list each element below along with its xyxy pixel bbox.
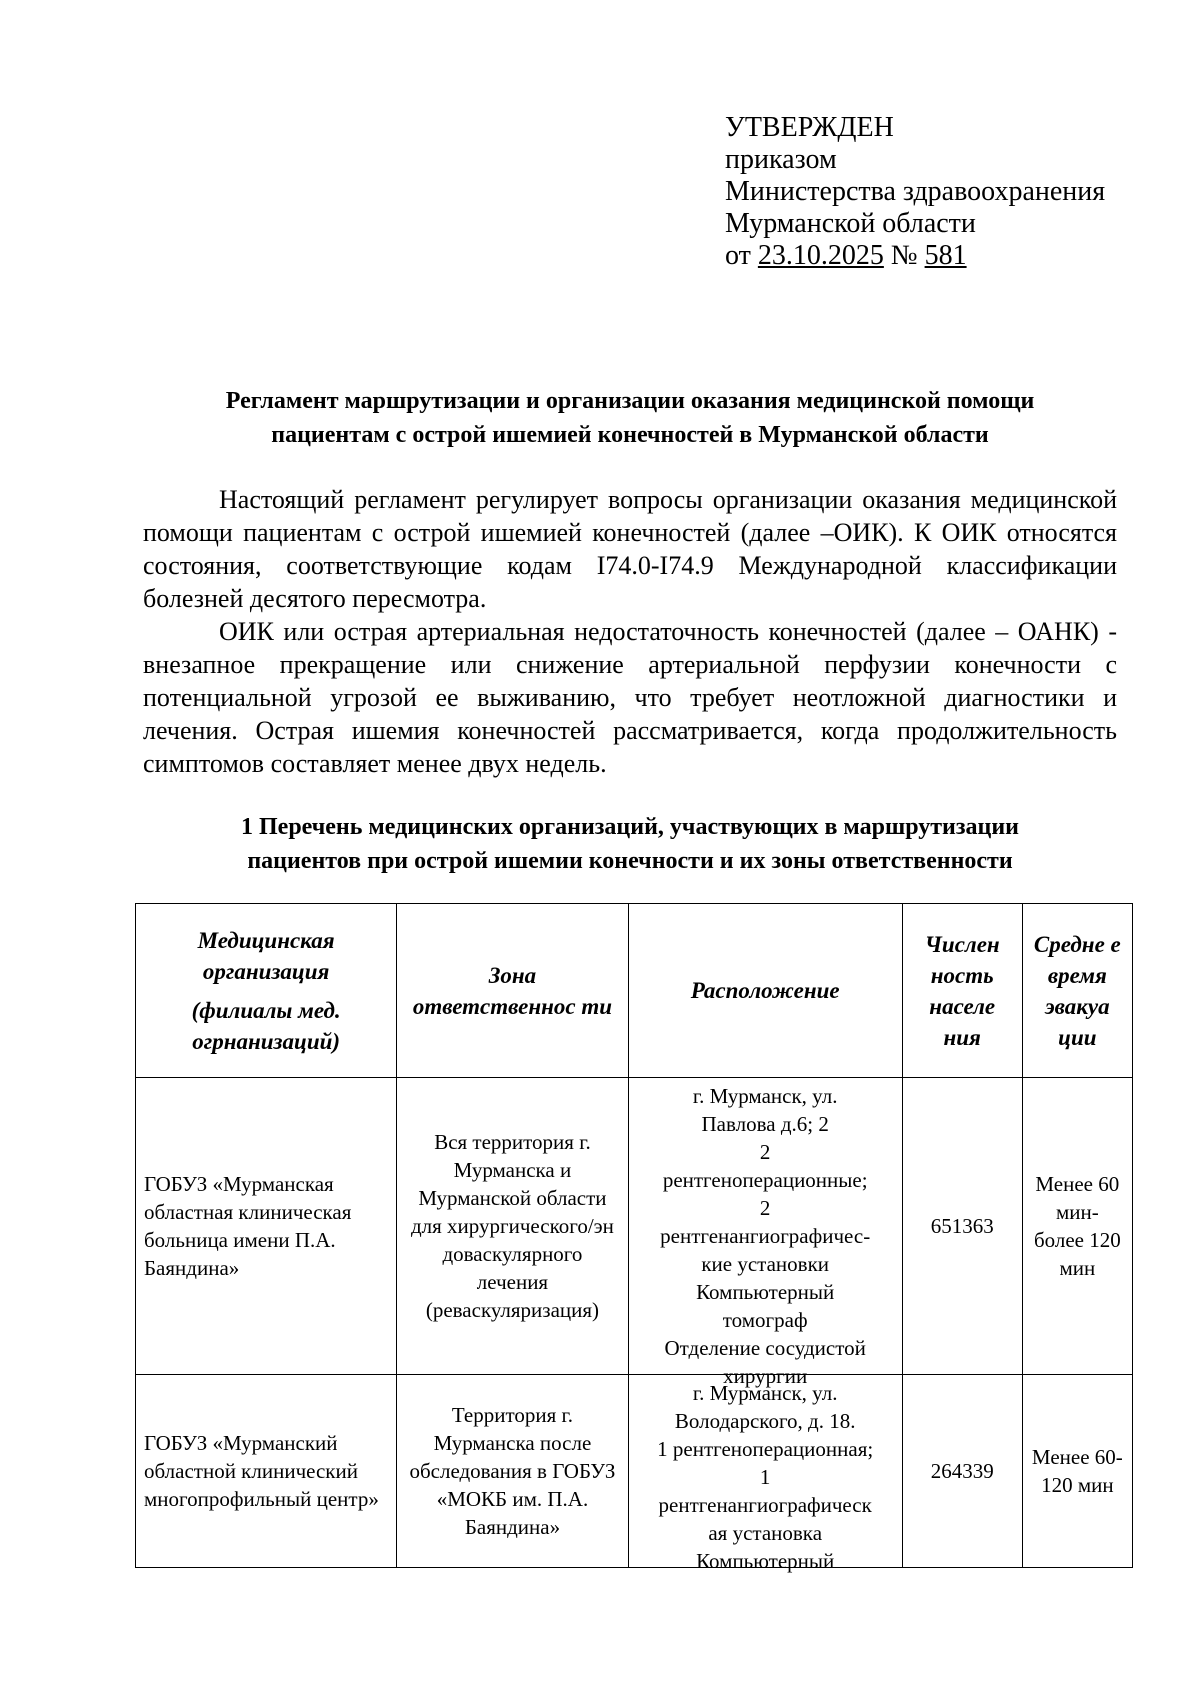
location-line: ая установка (708, 1521, 823, 1545)
table-row (136, 1375, 1133, 1568)
header-population: Числен ность населе ния (902, 904, 1022, 1078)
header-organization (136, 904, 397, 1078)
location-line: г. Мурманск, ул. (692, 1084, 838, 1108)
section-line-2: пациентов при острой ишемии конечности и их зоны ответственности (247, 848, 1013, 874)
paragraph-2: ОИК или острая артериальная недостаточность конечностей (далее – ОАНК) - внезапное прекращение или снижение артериальной перфузии конечности с потенциальной угрозой ее выживанию, что требует неотложной диагностики и лечения. Острая ишемия конечностей рассматривается, когда продолжительность симптомов составляет менее двух недель. (143, 617, 1117, 778)
approval-region: Мурманской области (725, 208, 976, 239)
row-evacuation-time: Менее 60-120 мин (1022, 1375, 1132, 1568)
row-zone: Вся территория г. Мурманска и Мурманской области для хирургического/эн доваскулярного лечения (реваскуляризация) (397, 1078, 628, 1375)
section-heading (140, 810, 1120, 878)
location-line: 2 (759, 1196, 771, 1220)
location-line: Компьютерный (696, 1549, 835, 1573)
location-line: Володарского, д. 18. (674, 1409, 856, 1433)
location-line: томограф (722, 1308, 808, 1332)
row-location (628, 1078, 902, 1388)
row-zone: Территория г. Мурманска после обследования в ГОБУЗ «МОКБ им. П.А. Баяндина» (397, 1375, 628, 1568)
organizations-table (135, 903, 1133, 1573)
location-line: 1 (759, 1465, 771, 1489)
approval-date-line (725, 240, 1105, 272)
document-body (143, 483, 1117, 780)
row-population: 651363 (902, 1078, 1022, 1375)
row-evacuation-time: Менее 60 мин- более 120 мин (1022, 1078, 1132, 1375)
row-location (628, 1375, 902, 1573)
approval-ministry: Министерства здравоохранения (725, 176, 1106, 207)
date-prefix: от (725, 240, 751, 271)
header-organization-note: (филиалы мед. огрнанизаций) (191, 997, 341, 1054)
location-line: рентгенангиографическ (658, 1493, 872, 1517)
location-line: хирургии (723, 1364, 808, 1388)
row-population: 264339 (902, 1375, 1022, 1568)
header-organization-label: Медицинская организация (197, 927, 335, 984)
location-line: кие установки (701, 1252, 830, 1276)
location-line: рентгеноперационные; (662, 1168, 868, 1192)
location-line: Компьютерный (696, 1280, 835, 1304)
header-zone: Зона ответственнос ти (397, 904, 628, 1078)
table-header-row (136, 904, 1133, 1078)
location-line: 2 (759, 1140, 771, 1164)
title-line-1: Регламент маршрутизации и организации оказания медицинской помощи (225, 388, 1035, 414)
table-row (136, 1078, 1133, 1375)
location-line: г. Мурманск, ул. (692, 1381, 838, 1405)
approval-date: 23.10.2025 (757, 240, 884, 271)
row-organization: ГОБУЗ «Мурманский областной клинический многопрофильный центр» (136, 1375, 397, 1568)
row-organization: ГОБУЗ «Мурманская областная клиническая больница имени П.А. Баяндина» (136, 1078, 397, 1375)
location-line: Отделение сосудистой (664, 1336, 866, 1360)
approval-block (725, 112, 1105, 272)
paragraph-1: Настоящий регламент регулирует вопросы организации оказания медицинской помощи пациентам с острой ишемией конечностей (далее –ОИК). К ОИК относятся состояния, соответствующие кодам I74.0-I74.9 Международной классификации болезней десятого пересмотра. (143, 485, 1117, 613)
section-line-1: 1 Перечень медицинских организаций, участвующих в маршрутизации (241, 814, 1019, 840)
approval-heading: УТВЕРЖДЕН (725, 112, 894, 143)
location-line: рентгенангиографичес- (660, 1224, 871, 1248)
document-title (140, 384, 1120, 452)
approval-number: 581 (924, 240, 967, 271)
number-sign: № (890, 240, 918, 271)
header-evacuation-time: Средне е время эвакуа ции (1022, 904, 1132, 1078)
approval-order-line: приказом (725, 144, 837, 175)
location-line: Павлова д.6; 2 (701, 1112, 829, 1136)
title-line-2: пациентам с острой ишемией конечностей в Мурманской области (271, 422, 989, 448)
location-line: 1 рентгеноперационная; (657, 1437, 874, 1461)
header-location: Расположение (628, 904, 902, 1078)
